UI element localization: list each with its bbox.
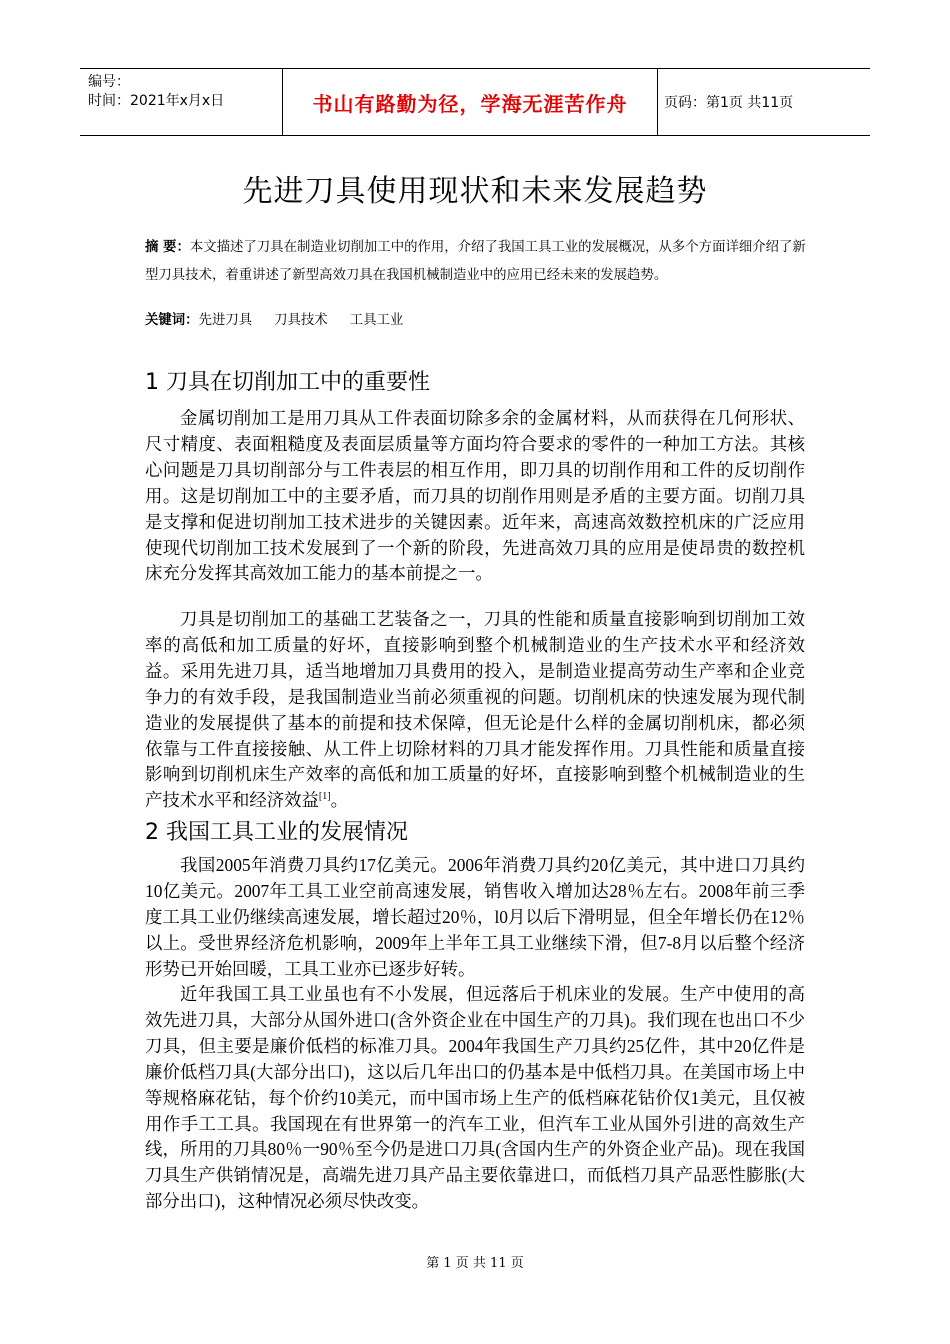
- abstract-label: 摘 要：: [145, 240, 190, 255]
- header-meta: [80, 69, 282, 135]
- document-time: 时间：2021年x月x日: [88, 93, 225, 109]
- paragraph-text: 刀具是切削加工的基础工艺装备之一，刀具的性能和质量直接影响到切削加工效率的高低和加工质量的好坏，直接影响到整个机械制造业的生产技术水平和经济效益。采用先进刀具，适当地增加刀具费用的投入，是制造业提高劳动生产率和企业竞争力的有效手段，是我国制造业当前必须重视的问题。切削机床的快速发展为现代制造业的发展提供了基本的前提和技术保障，但无论是什么样的金属切削机床，都必须依靠与工件直接接触、从工件上切除材料的刀具才能发挥作用。刀具性能和质量直接影响到切削机床生产效率的高低和加工质量的好坏，直接影响到整个机械制造业的生产技术水平和经济效益: [145, 609, 805, 811]
- keyword: 工具工业: [349, 313, 404, 328]
- motto-text: 书山有路勤为径，学海无涯苦作舟: [312, 91, 628, 116]
- abstract: [145, 234, 813, 290]
- abstract-text: 本文描述了刀具在制造业切削加工中的作用，介绍了我国工具工业的发展概况，从多个方面详细介绍了新型刀具技术，着重讲述了新型高效刀具在我国机械制造业中的应用已经未来的发展趋势。: [145, 240, 806, 283]
- header-page-number: 页码：第1页 共11页: [664, 95, 794, 111]
- paragraph: 金属切削加工是用刀具从工件表面切除多余的金属材料，从而获得在几何形状、尺寸精度、表面粗糙度及表面层质量等方面均符合要求的零件的一种加工方法。其核心问题是刀具切削部分与工件表层的相互作用，即刀具的切削作用和工件的反切削作用。这是切削加工中的主要矛盾，而刀具的切削作用则是矛盾的主要方面。切削刀具是支撑和促进切削加工技术进步的关键因素。近年来，高速高效数控机床的广泛应用使现代切削加工技术发展到了一个新的阶段，先进高效刀具的应用是使昂贵的数控机床充分发挥其高效加工能力的基本前提之一。: [145, 408, 805, 584]
- header-motto: [282, 69, 658, 135]
- section-heading: 1 刀具在切削加工中的重要性: [145, 370, 430, 395]
- document-number: 编号：: [88, 74, 130, 90]
- paragraph-end: 。: [330, 790, 348, 811]
- page-header: [80, 68, 870, 136]
- keyword: 先进刀具: [198, 313, 253, 328]
- keywords-label: 关键词：: [145, 313, 199, 328]
- citation: [1]: [318, 791, 331, 803]
- header-page-info: [658, 69, 870, 135]
- page-footer: 第 1 页 共 11 页: [426, 1256, 524, 1271]
- keyword: 刀具技术: [274, 313, 328, 328]
- paragraph: 我国2005年消费刀具约17亿美元。2006年消费刀具约20亿美元，其中进口刀具约10亿美元。2007年工具工业空前高速发展，销售收入增加达28％左右。2008年前三季度工具工业仍继续高速发展，增长超过20％，l0月以后下滑明显，但全年增长仍在12％以上。受世界经济危机影响，2009年上半年工具工业继续下滑，但7-8月以后整个经济形势已开始回暖，工具工业亦已逐步好转。: [145, 855, 805, 979]
- paragraph: [145, 607, 805, 814]
- section-heading: 2 我国工具工业的发展情况: [145, 820, 408, 845]
- paragraph: 近年我国工具工业虽也有不小发展，但远落后于机床业的发展。生产中使用的高效先进刀具，大部分从国外进口(含外资企业在中国生产的刀具)。我们现在也出口不少刀具，但主要是廉价低档的标准刀具。2004年我国生产刀具约25亿件，其中20亿件是廉价低档刀具(大部分出口)，这以后几年出口的仍基本是中低档刀具。在美国市场上中等规格麻花钻，每个价约10美元，而中国市场上生产的低档麻花钻价仅1美元，且仅被用作手工工具。我国现在有世界第一的汽车工业，但汽车工业从国外引进的高效生产线，所用的刀具80％一90％至今仍是进口刀具(含国内生产的外资企业产品)。现在我国刀具生产供销情况是，高端先进刀具产品主要依靠进口，而低档刀具产品恶性膨胀(大部分出口)，这种情况必须尽快改变。: [145, 984, 805, 1212]
- document-title: 先进刀具使用现状和未来发展趋势: [242, 174, 708, 209]
- keywords: [145, 310, 425, 332]
